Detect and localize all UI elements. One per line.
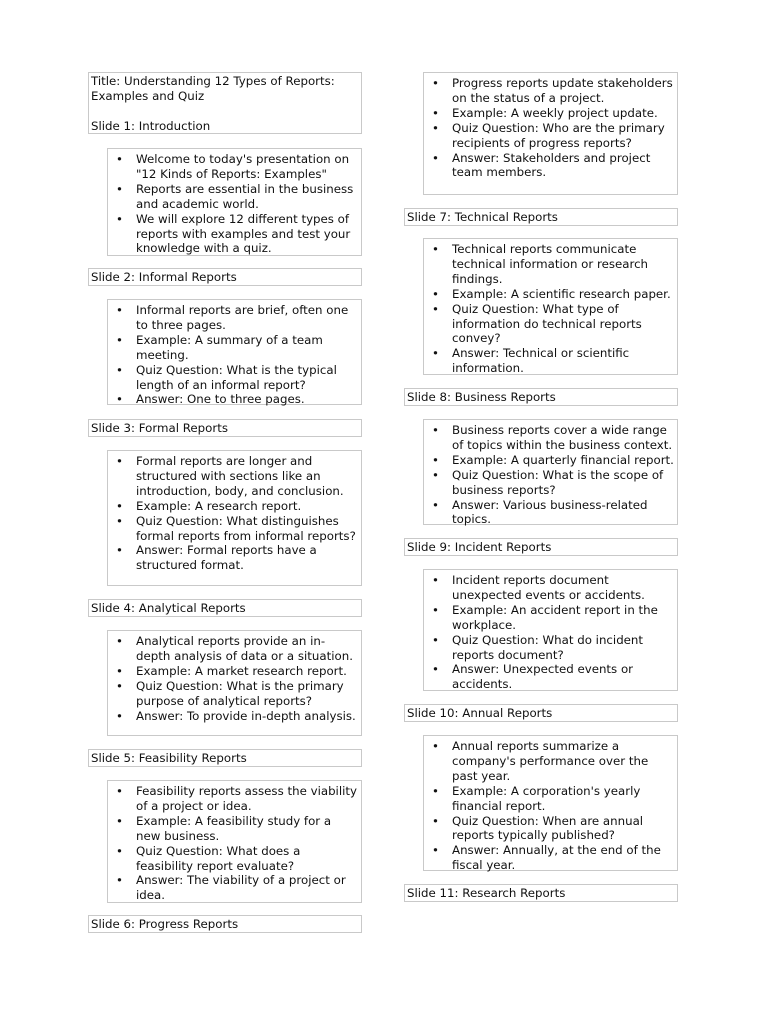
list-item: • Answer: Stakeholders and project team members. xyxy=(452,151,675,181)
list-item: • Answer: Formal reports have a structured format. xyxy=(136,543,359,573)
slide-8-content xyxy=(423,419,678,525)
document-title-block xyxy=(88,72,362,134)
list-item: • Technical reports communicate technical information or research findings. xyxy=(452,242,675,287)
list-item: • Answer: One to three pages. xyxy=(136,392,359,407)
slide-10-heading: Slide 10: Annual Reports xyxy=(404,704,678,722)
list-item: • Formal reports are longer and structured with sections like an introduction, body, and conclusion. xyxy=(136,454,359,499)
list-item: • Example: A quarterly financial report. xyxy=(452,453,675,468)
list-item: • Quiz Question: What is the typical length of an informal report? xyxy=(136,363,359,393)
list-item: • Example: A feasibility study for a new business. xyxy=(136,814,359,844)
slide-6-content xyxy=(423,72,678,195)
slide-6-heading: Slide 6: Progress Reports xyxy=(88,915,362,933)
slide-5-heading: Slide 5: Feasibility Reports xyxy=(88,749,362,767)
list-item: • Example: A market research report. xyxy=(136,664,359,679)
list-item: • Answer: The viability of a project or idea. xyxy=(136,873,359,903)
list-item: • Quiz Question: What distinguishes formal reports from informal reports? xyxy=(136,514,359,544)
slide-2-content xyxy=(107,299,362,405)
slide-2-heading: Slide 2: Informal Reports xyxy=(88,268,362,286)
list-item: • Quiz Question: What is the scope of business reports? xyxy=(452,468,675,498)
list-item: • Example: A research report. xyxy=(136,499,359,514)
slide-9-heading: Slide 9: Incident Reports xyxy=(404,538,678,556)
list-item: • Business reports cover a wide range of topics within the business context. xyxy=(452,423,675,453)
list-item: • Reports are essential in the business and academic world. xyxy=(136,182,359,212)
list-item: • Quiz Question: What do incident reports document? xyxy=(452,633,675,663)
list-item: • We will explore 12 different types of reports with examples and test your knowledge with a quiz. xyxy=(136,212,359,257)
list-item: • Example: A corporation's yearly financial report. xyxy=(452,784,675,814)
document-title: Title: Understanding 12 Types of Reports: Examples and Quiz xyxy=(91,74,335,103)
slide-7-content xyxy=(423,238,678,375)
slide-8-heading: Slide 8: Business Reports xyxy=(404,388,678,406)
list-item: • Quiz Question: Who are the primary recipients of progress reports? xyxy=(452,121,675,151)
slide-11-heading: Slide 11: Research Reports xyxy=(404,884,678,902)
slide-3-content xyxy=(107,450,362,586)
list-item: • Welcome to today's presentation on "12 Kinds of Reports: Examples" xyxy=(136,152,359,182)
list-item: • Incident reports document unexpected events or accidents. xyxy=(452,573,675,603)
list-item: • Analytical reports provide an in-depth analysis of data or a situation. xyxy=(136,634,359,664)
list-item: • Annual reports summarize a company's performance over the past year. xyxy=(452,739,675,784)
slide-3-heading: Slide 3: Formal Reports xyxy=(88,419,362,437)
slide-9-content xyxy=(423,569,678,691)
list-item: • Quiz Question: What type of information do technical reports convey? xyxy=(452,302,675,347)
list-item: • Answer: To provide in-depth analysis. xyxy=(136,709,359,724)
list-item: • Answer: Annually, at the end of the fiscal year. xyxy=(452,843,675,873)
slide-5-content xyxy=(107,780,362,903)
list-item: • Quiz Question: When are annual reports typically published? xyxy=(452,814,675,844)
slide-1-content xyxy=(107,148,362,256)
list-item: • Quiz Question: What is the primary purpose of analytical reports? xyxy=(136,679,359,709)
list-item: • Informal reports are brief, often one to three pages. xyxy=(136,303,359,333)
list-item: • Example: A scientific research paper. xyxy=(452,287,675,302)
list-item: • Example: A summary of a team meeting. xyxy=(136,333,359,363)
list-item: • Quiz Question: What does a feasibility report evaluate? xyxy=(136,844,359,874)
slide-4-heading: Slide 4: Analytical Reports xyxy=(88,599,362,617)
slide-1-heading: Slide 1: Introduction xyxy=(91,119,211,133)
list-item: • Feasibility reports assess the viability of a project or idea. xyxy=(136,784,359,814)
slide-7-heading: Slide 7: Technical Reports xyxy=(404,208,678,226)
list-item: • Example: An accident report in the workplace. xyxy=(452,603,675,633)
list-item: • Example: A weekly project update. xyxy=(452,106,675,121)
slide-10-content xyxy=(423,735,678,871)
list-item: • Answer: Unexpected events or accidents. xyxy=(452,662,675,692)
list-item: • Answer: Various business-related topics. xyxy=(452,498,675,528)
slide-4-content xyxy=(107,630,362,736)
list-item: • Progress reports update stakeholders on the status of a project. xyxy=(452,76,675,106)
list-item: • Answer: Technical or scientific information. xyxy=(452,346,675,376)
